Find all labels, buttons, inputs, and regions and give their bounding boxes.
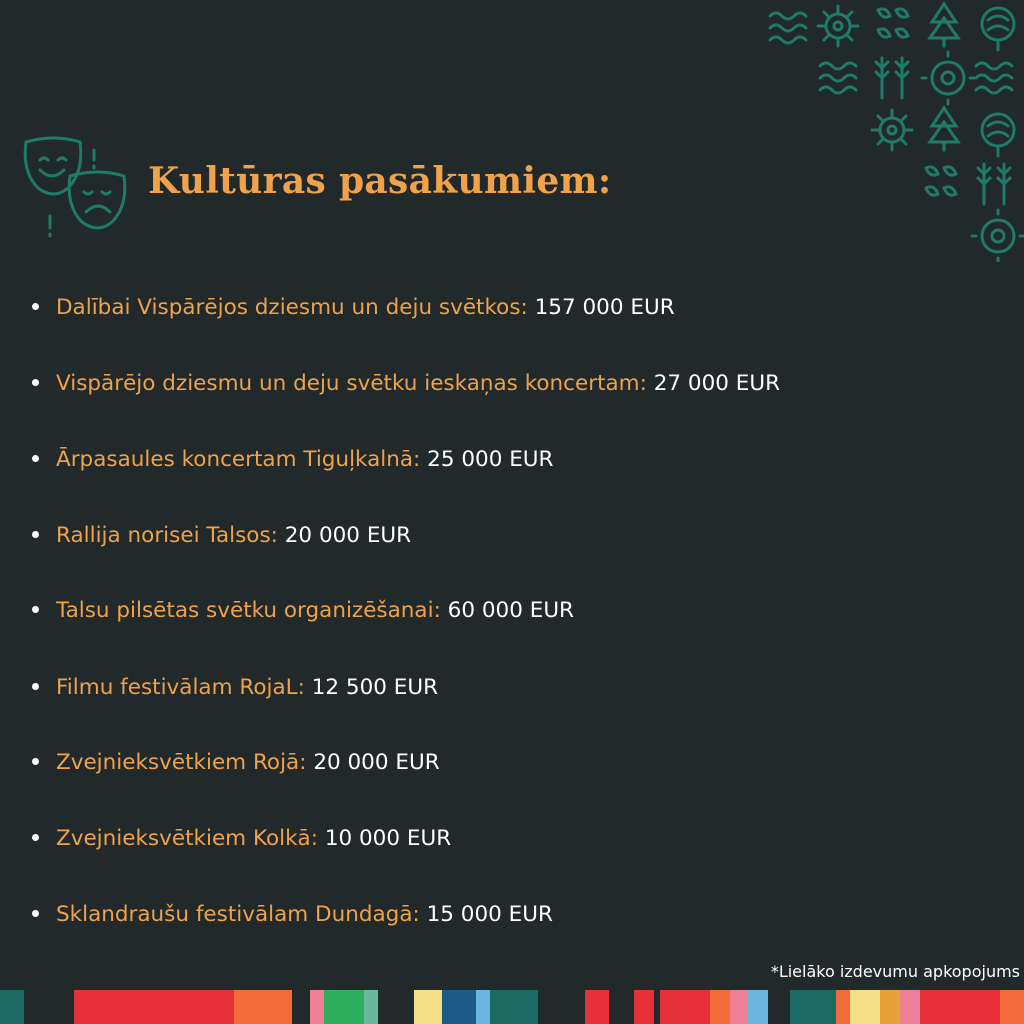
- item-amount: 15 000 EUR: [426, 902, 553, 927]
- bullet-icon: [32, 606, 39, 613]
- stripe-segment: [310, 990, 324, 1024]
- stripe-segment: [490, 990, 538, 1024]
- theater-masks-icon: [22, 136, 132, 240]
- list-item: [32, 749, 440, 777]
- bullet-icon: [32, 303, 39, 310]
- folk-pattern-icon: [762, 0, 1024, 262]
- list-item: [32, 597, 574, 625]
- item-amount: 10 000 EUR: [324, 826, 452, 851]
- item-label: Rallija norisei Talsos:: [56, 523, 278, 548]
- stripe-segment: [364, 990, 378, 1024]
- stripe-segment: [790, 990, 836, 1024]
- list-item: [32, 674, 438, 702]
- stripe-segment: [850, 990, 880, 1024]
- item-label: Dalībai Vispārējos dziesmu un deju svētkos:: [56, 295, 528, 320]
- item-label: Vispārējo dziesmu un deju svētku ieskaņas koncertam:: [56, 371, 647, 396]
- bullet-icon: [32, 834, 39, 841]
- item-amount: 27 000 EUR: [653, 371, 781, 396]
- stripe-segment: [730, 990, 748, 1024]
- stripe-segment: [748, 990, 768, 1024]
- list-item: [32, 825, 451, 853]
- list-item: [32, 446, 553, 474]
- list-item: [32, 901, 553, 929]
- stripe-segment: [920, 990, 1000, 1024]
- item-amount: 20 000 EUR: [313, 750, 440, 775]
- stripe-segment: [324, 990, 364, 1024]
- bullet-icon: [32, 683, 39, 690]
- list-item: [32, 522, 411, 550]
- stripe-segment: [414, 990, 442, 1024]
- stripe-segment: [74, 990, 234, 1024]
- item-label: Zvejnieksvētkiem Rojā:: [56, 750, 307, 775]
- item-amount: 12 500 EUR: [311, 675, 439, 700]
- stripe-segment: [234, 990, 292, 1024]
- bullet-icon: [32, 379, 39, 386]
- stripe-segment: [442, 990, 476, 1024]
- page-title: Kultūras pasākumiem:: [148, 160, 612, 202]
- stripe-segment: [836, 990, 850, 1024]
- item-amount: 20 000 EUR: [284, 523, 412, 548]
- item-amount: 25 000 EUR: [427, 447, 554, 472]
- item-amount: 60 000 EUR: [447, 598, 574, 623]
- stripe-segment: [0, 990, 24, 1024]
- item-label: Ārpasaules koncertam Tiguļkalnā:: [56, 447, 421, 472]
- item-amount: 157 000 EUR: [534, 295, 675, 320]
- footnote: *Lielāko izdevumu apkopojums: [770, 962, 1020, 981]
- list-item: [32, 370, 780, 398]
- bullet-icon: [32, 758, 39, 765]
- list-item: [32, 294, 675, 322]
- stripe-segment: [1000, 990, 1024, 1024]
- item-label: Filmu festivālam RojaL:: [56, 675, 305, 700]
- stripe-segment: [660, 990, 710, 1024]
- stripe-segment: [476, 990, 490, 1024]
- color-stripe: [0, 990, 1024, 1024]
- stripe-segment: [900, 990, 920, 1024]
- bullet-icon: [32, 531, 39, 538]
- stripe-segment: [880, 990, 900, 1024]
- stripe-segment: [585, 990, 609, 1024]
- item-label: Zvejnieksvētkiem Kolkā:: [56, 826, 318, 851]
- item-label: Sklandraušu festivālam Dundagā:: [56, 902, 420, 927]
- stripe-segment: [634, 990, 654, 1024]
- stripe-segment: [710, 990, 730, 1024]
- item-label: Talsu pilsētas svētku organizēšanai:: [56, 598, 441, 623]
- bullet-icon: [32, 910, 39, 917]
- bullet-icon: [32, 455, 39, 462]
